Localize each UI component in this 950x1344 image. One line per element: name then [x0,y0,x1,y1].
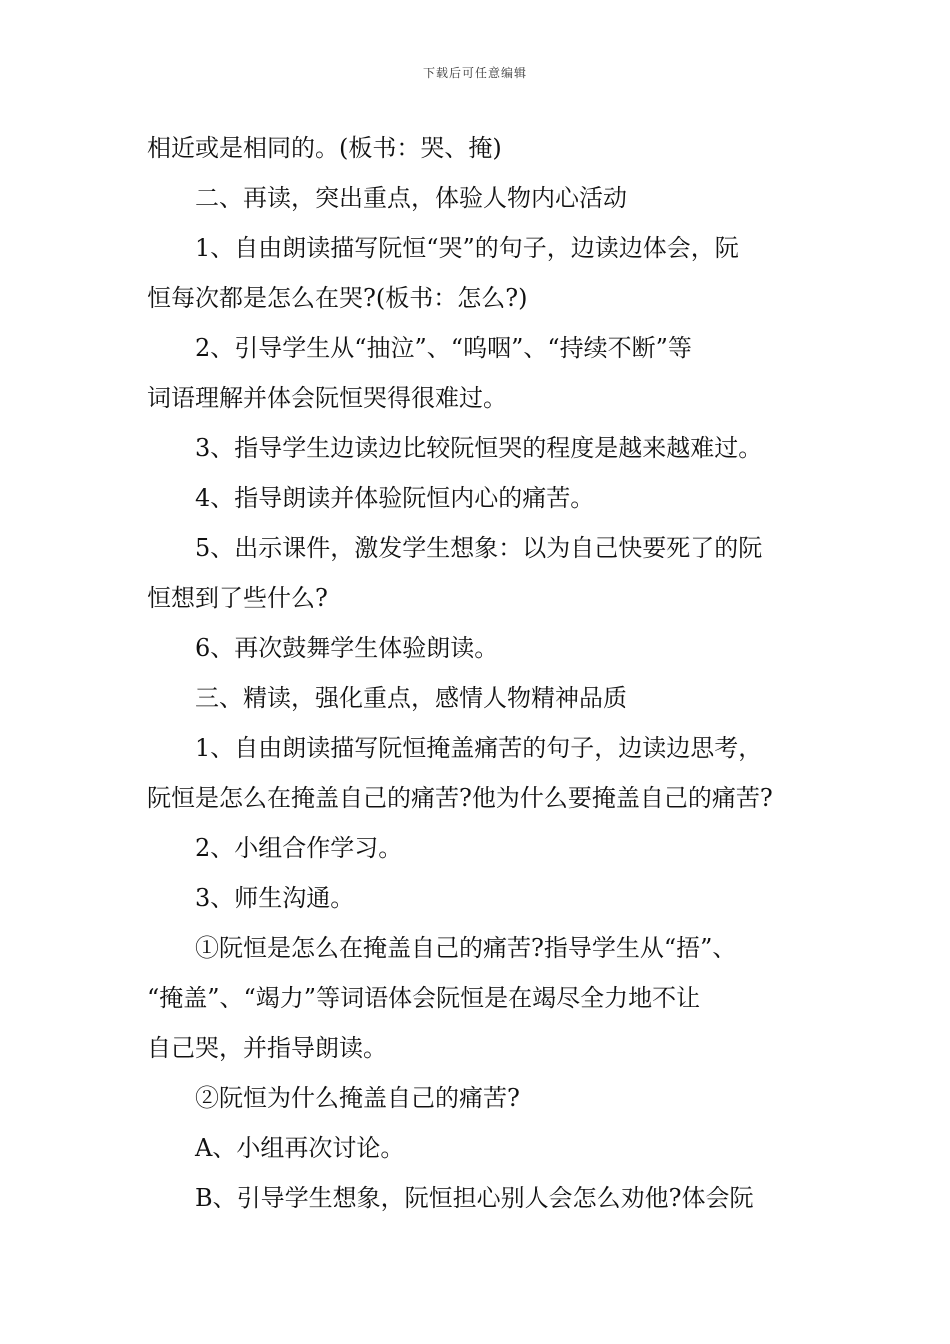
document-body [147,123,812,1223]
text-line: 4、指导朗读并体验阮恒内心的痛苦。 [195,484,595,512]
text-line: 阮恒是怎么在掩盖自己的痛苦?他为什么要掩盖自己的痛苦? [147,784,773,812]
text-line: 5、出示课件，激发学生想象：以为自己快要死了的阮 [195,534,763,562]
text-line: 恒每次都是怎么在哭?(板书：怎么?) [147,284,528,312]
text-line: ①阮恒是怎么在掩盖自己的痛苦?指导学生从“捂”、 [195,934,737,962]
text-line: 3、指导学生边读边比较阮恒哭的程度是越来越难过。 [195,434,763,462]
text-line: ②阮恒为什么掩盖自己的痛苦? [195,1084,520,1112]
text-line: 恒想到了些什么? [147,584,328,612]
text-line: A、小组再次讨论。 [195,1134,405,1162]
text-line: 1、自由朗读描写阮恒“哭”的句子，边读边体会，阮 [195,234,739,262]
text-line: 6、再次鼓舞学生体验朗读。 [195,634,499,662]
text-line: 自己哭，并指导朗读。 [147,1034,387,1062]
text-line: B、引导学生想象，阮恒担心别人会怎么劝他?体会阮 [195,1184,754,1212]
text-line: 词语理解并体会阮恒哭得很难过。 [147,384,507,412]
page-header: 下载后可任意编辑 [422,66,527,80]
text-line: 二、再读，突出重点，体验人物内心活动 [195,184,627,212]
text-line: 1、自由朗读描写阮恒掩盖痛苦的句子，边读边思考， [195,734,763,762]
text-line: 3、师生沟通。 [195,884,355,912]
text-line: 2、引导学生从“抽泣”、“呜咽”、“持续不断”等 [195,334,692,362]
text-line: 三、精读，强化重点，感情人物精神品质 [195,684,627,712]
text-line: 2、小组合作学习。 [195,834,403,862]
text-line: 相近或是相同的。(板书：哭、掩) [147,134,502,162]
text-line: “掩盖”、“竭力”等词语体会阮恒是在竭尽全力地不让 [147,984,701,1012]
